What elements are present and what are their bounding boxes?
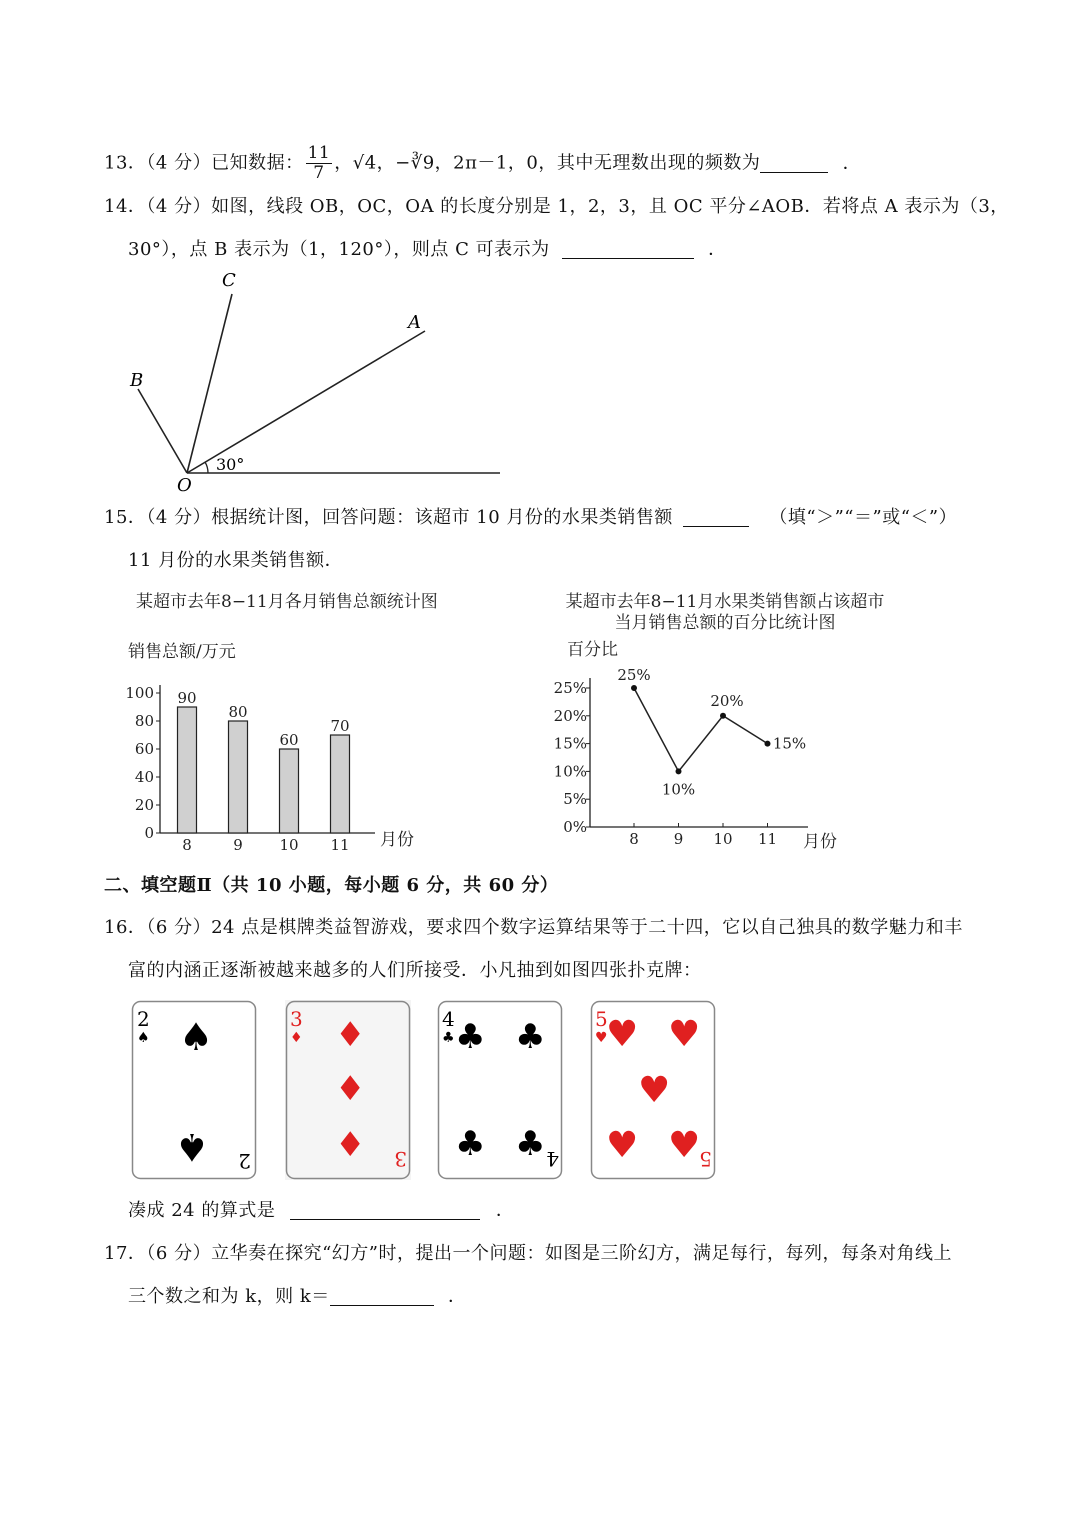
q14-end: ． <box>708 239 727 260</box>
data-label: 10% <box>661 780 696 799</box>
y-tick-label: 20 <box>134 796 154 814</box>
q15-line1 <box>104 505 957 531</box>
q13-prefix: 13．（4 分）已知数据： <box>104 152 304 174</box>
q16-answer-line <box>128 1198 514 1224</box>
x-axis-label: 月份 <box>380 830 414 850</box>
y-tick-label: 100 <box>125 684 154 702</box>
q17-end: ． <box>448 1286 467 1307</box>
heart-icon: ♥ <box>638 1070 671 1111</box>
segment-ob <box>138 389 187 473</box>
q15-line1-text: 15．（4 分）根据统计图，回答问题：该超市 10 月份的水果类销售额 <box>104 507 673 528</box>
x-tick-label: 9 <box>233 836 243 854</box>
card-rank: 3 <box>394 1147 407 1171</box>
q13-line <box>104 144 861 183</box>
q14-line2 <box>128 237 727 263</box>
card-rank: 3 <box>290 1007 303 1031</box>
data-point <box>720 713 726 719</box>
diamond-icon: ♦ <box>335 1069 366 1109</box>
card-5-hearts <box>590 1000 716 1180</box>
y-tick-label: 40 <box>134 768 154 786</box>
club-icon: ♣ <box>455 1017 486 1057</box>
line-chart-title-2: 当月销售总额的百分比统计图 <box>614 613 836 633</box>
q15-line1-tail: （填“＞”“＝”或“＜”） <box>769 507 958 528</box>
q13-numbers: ，√4，−∛9，2π－1，0，其中无理数出现的频数为 <box>334 152 761 174</box>
line-chart <box>540 660 860 860</box>
card-3-diamonds <box>285 1000 411 1180</box>
spade-icon: ♠ <box>179 1015 214 1059</box>
x-tick-label: 10 <box>713 830 733 848</box>
data-label: 25% <box>617 666 651 684</box>
data-point <box>765 741 771 747</box>
bar-chart-title: 某超市去年8−11月各月销售总额统计图 <box>136 592 438 612</box>
card-rank: 2 <box>238 1149 251 1173</box>
heart-icon: ♥ <box>606 1125 639 1166</box>
spade-icon: ♠ <box>137 1030 150 1046</box>
line-chart-ylabel: 百分比 <box>567 640 618 660</box>
q15-answer-blank[interactable] <box>683 506 749 527</box>
fraction-denominator: 7 <box>313 163 325 183</box>
y-tick-label: 5% <box>563 790 587 809</box>
spade-icon: ♠ <box>174 1125 209 1169</box>
heart-icon: ♥ <box>668 1014 701 1055</box>
bar <box>229 721 248 833</box>
card-rank: 5 <box>595 1007 608 1031</box>
y-tick-label: 0 <box>144 824 154 842</box>
x-tick-label: 8 <box>629 830 639 848</box>
bar <box>178 707 197 833</box>
x-tick-label: 9 <box>673 830 684 848</box>
card-2-spades <box>131 1000 257 1180</box>
q14-line2-text: 30°），点 B 表示为（1，120°），则点 C 可表示为 <box>128 239 550 260</box>
q17-line2-text: 三个数之和为 k，则 k＝ <box>128 1286 330 1307</box>
bar-value-label: 80 <box>228 703 248 721</box>
label-b: B <box>130 370 144 391</box>
angle-arc <box>205 462 208 473</box>
card-4-clubs <box>437 1000 563 1180</box>
q16-answer-blank[interactable] <box>290 1199 480 1220</box>
x-tick-label: 8 <box>182 836 192 854</box>
card-rank: 4 <box>546 1147 559 1171</box>
q13-answer-blank[interactable] <box>760 152 828 173</box>
q14-line1: 14．（4 分）如图，线段 OB，OC，OA 的长度分别是 1，2，3，且 OC 平分∠AOB．若将点 A 表示为（3， <box>104 196 1009 217</box>
y-tick-label: 80 <box>134 712 154 730</box>
club-icon: ♣ <box>442 1030 455 1046</box>
club-icon: ♣ <box>515 1124 546 1164</box>
q16-answer-prefix: 凑成 24 的算式是 <box>128 1200 276 1221</box>
bar-chart <box>110 660 440 860</box>
data-label: 15% <box>772 734 807 753</box>
series-line <box>634 688 768 771</box>
y-tick-label: 0% <box>563 818 587 836</box>
x-tick-label: 11 <box>757 830 778 848</box>
line-chart-title-1: 某超市去年8−11月水果类销售额占该超市 <box>565 592 885 612</box>
q16-line2: 富的内涵正逐渐被越来越多的人们所接受．小凡抽到如图四张扑克牌： <box>128 960 702 981</box>
fraction-numerator: 11 <box>307 143 331 163</box>
data-label: 20% <box>710 691 744 710</box>
q17-line1: 17．（6 分）立华奏在探究“幻方”时，提出一个问题：如图是三阶幻方，满足每行，每列，每条对角线上 <box>104 1243 952 1264</box>
x-tick-label: 11 <box>330 836 350 854</box>
label-o: O <box>177 475 192 495</box>
y-tick-label: 15% <box>553 734 587 753</box>
club-icon: ♣ <box>455 1124 486 1164</box>
heart-icon: ♥ <box>668 1125 701 1166</box>
bar-value-label: 60 <box>279 731 299 749</box>
label-c: C <box>222 270 236 291</box>
bar <box>331 735 350 833</box>
heart-icon: ♥ <box>595 1030 608 1046</box>
bar-chart-ylabel: 销售总额/万元 <box>128 642 236 662</box>
diamond-icon: ♦ <box>290 1030 303 1046</box>
label-a: A <box>408 312 421 333</box>
q17-answer-blank[interactable] <box>330 1285 434 1306</box>
card-rank: 4 <box>442 1007 455 1031</box>
bar-value-label: 90 <box>177 689 197 707</box>
card-rank: 5 <box>699 1147 712 1171</box>
q13-end: ． <box>842 152 862 174</box>
q14-answer-blank[interactable] <box>562 238 694 259</box>
q15-line2: 11 月份的水果类销售额． <box>128 550 344 571</box>
y-tick-label: 20% <box>553 706 587 725</box>
bar <box>280 749 299 833</box>
x-axis-label: 月份 <box>803 832 837 852</box>
y-tick-label: 10% <box>553 762 587 781</box>
segment-oc <box>187 294 232 473</box>
x-tick-label: 10 <box>279 836 299 854</box>
label-angle: 30° <box>216 455 245 474</box>
q16-end: ． <box>495 1200 515 1221</box>
diamond-icon: ♦ <box>335 1015 366 1055</box>
q14-angle-figure <box>120 270 520 495</box>
y-tick-label: 25% <box>553 679 587 697</box>
bar-value-label: 70 <box>330 717 350 735</box>
club-icon: ♣ <box>515 1017 546 1057</box>
fraction <box>306 144 333 183</box>
section-heading: 二、填空题Ⅱ（共 10 小题，每小题 6 分，共 60 分） <box>104 875 559 896</box>
data-point <box>631 685 637 691</box>
segment-oa <box>187 331 425 473</box>
card-rank: 2 <box>137 1007 150 1031</box>
q17-line2 <box>128 1284 467 1310</box>
heart-icon: ♥ <box>606 1014 639 1055</box>
diamond-icon: ♦ <box>335 1125 366 1165</box>
data-point <box>676 768 682 774</box>
q16-line1: 16．（6 分）24 点是棋牌类益智游戏，要求四个数字运算结果等于二十四，它以自己独具的数学魅力和丰 <box>104 917 963 938</box>
y-tick-label: 60 <box>134 740 154 758</box>
